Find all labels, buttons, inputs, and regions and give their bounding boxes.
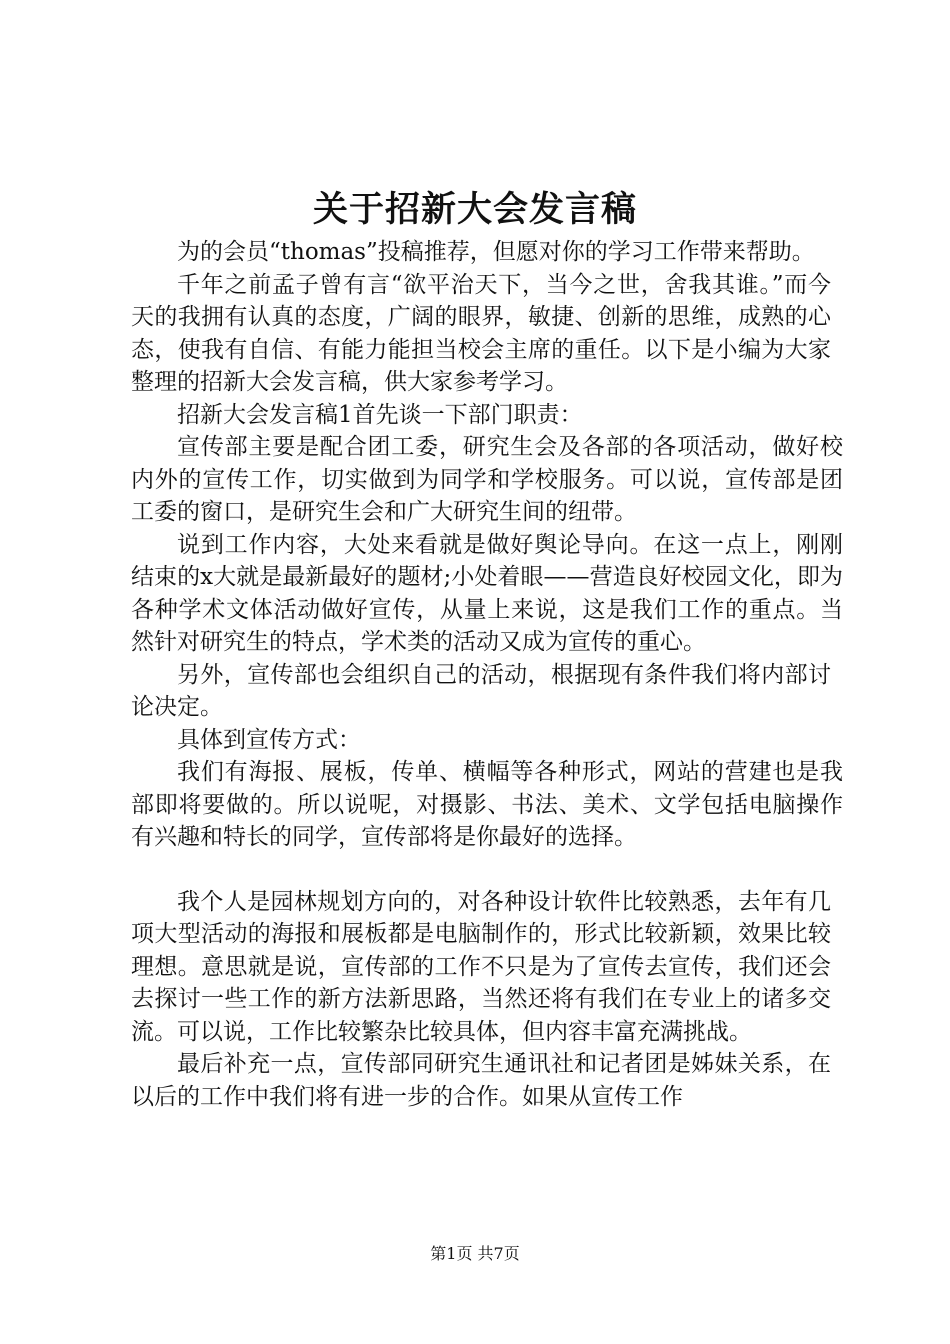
paragraph: 招新大会发言稿1首先谈一下部门职责： [177,401,583,428]
paragraph: 说到工作内容，大处来看就是做好舆论导向。在这一点上，刚刚结束的x大就是最新最好的题材;小处着眼——营造良好校园文化，即为各种学术文体活动做好宣传，从量上来说，这是我们工作的重点。当然针对研究生的特点，学术类的活动又成为宣传的重心。 [131,531,843,655]
document-body [131,236,843,1113]
paragraph: 另外，宣传部也会组织自己的活动，根据现有条件我们将内部讨论决定。 [131,661,831,720]
paragraph: 具体到宣传方式： [177,726,361,753]
paragraph: 我个人是园林规划方向的，对各种设计软件比较熟悉，去年有几项大型活动的海报和展板都是电脑制作的，形式比较新颖，效果比较理想。意思就是说，宣传部的工作不只是为了宣传去宣传，我们还会去探讨一些工作的新方法新思路，当然还将有我们在专业上的诸多交流。可以说，工作比较繁杂比较具体，但内容丰富充满挑战。 [131,888,831,1045]
paragraph: 我们有海报、展板，传单、横幅等各种形式，网站的营建也是我部即将要做的。所以说呢，对摄影、书法、美术、文学包括电脑操作有兴趣和特长的同学，宣传部将是你最好的选择。 [131,759,843,850]
page-number-footer: 第1页 共7页 [430,1244,520,1263]
paragraph: 最后补充一点，宣传部同研究生通讯社和记者团是姊妹关系，在以后的工作中我们将有进一步的合作。如果从宣传工作 [131,1051,831,1110]
document-title: 关于招新大会发言稿 [312,189,637,230]
paragraph: 宣传部主要是配合团工委，研究生会及各部的各项活动，做好校内外的宣传工作，切实做到为同学和学校服务。可以说，宣传部是团工委的窗口，是研究生会和广大研究生间的纽带。 [131,434,843,525]
paragraph: 千年之前孟子曾有言“欲平治天下，当今之世，舍我其谁。”而今天的我拥有认真的态度，广阔的眼界，敏捷、创新的思维，成熟的心态，使我有自信、有能力能担当校会主席的重任。以下是小编为大家整理的招新大会发言稿，供大家参考学习。 [131,271,831,395]
paragraph: 为的会员“thomas”投稿推荐，但愿对你的学习工作带来帮助。 [177,239,815,265]
